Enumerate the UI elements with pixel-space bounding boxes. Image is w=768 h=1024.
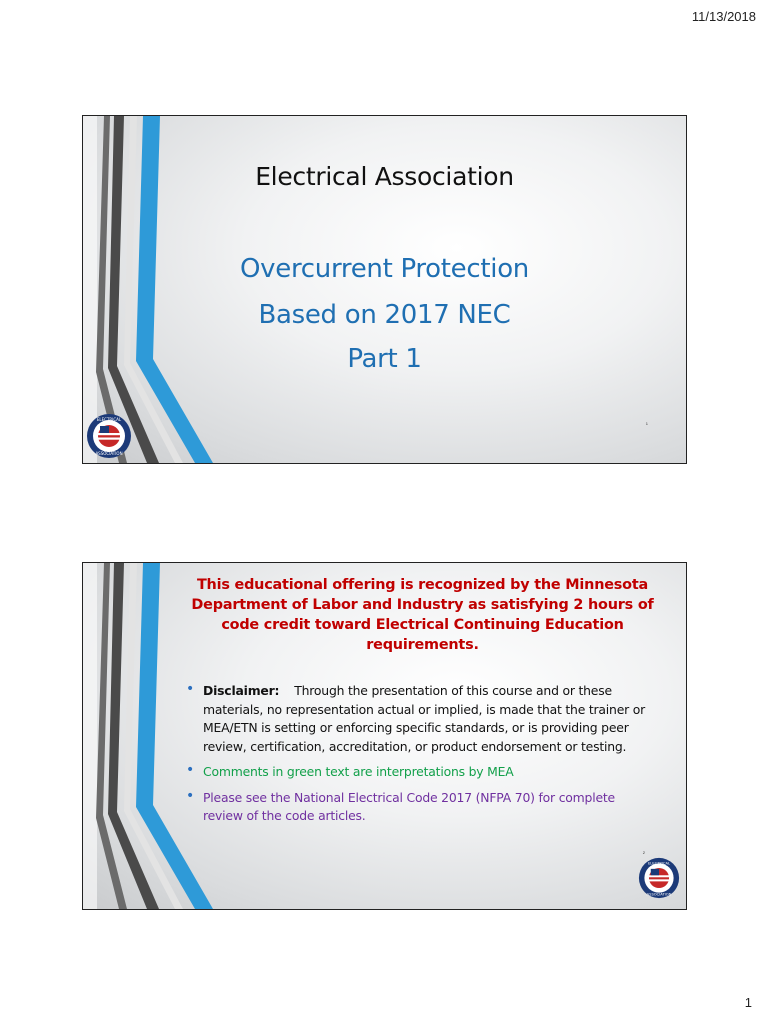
green-note-text: Comments in green text are interpretations by MEA [203, 764, 514, 779]
purple-note-text: Please see the National Electrical Code 2017 (NFPA 70) for complete review of the code articles. [203, 789, 615, 823]
list-item-green-note [186, 763, 656, 782]
bullet-list [186, 682, 656, 833]
electrical-association-seal-icon [86, 413, 132, 459]
slide-2 [82, 562, 687, 910]
bullet-icon: • [186, 787, 195, 804]
logo-text-bottom: ASSOCIATION [95, 451, 123, 456]
slide-title: Electrical Association [255, 162, 514, 191]
bullet-icon: • [186, 681, 195, 697]
slide-subtitle-line-1: Overcurrent Protection [240, 254, 529, 284]
electrical-association-seal-icon [638, 857, 680, 899]
slide-number: 1 [645, 421, 648, 426]
slide-number: 2 [642, 850, 645, 855]
slide-1 [82, 115, 687, 464]
slide-subtitle-line-2: Based on 2017 NEC [258, 300, 511, 330]
disclaimer-label: Disclaimer: [203, 683, 280, 698]
slide-subtitle-line-3: Part 1 [347, 344, 422, 374]
logo-text-bottom: ASSOCIATION [646, 892, 672, 897]
page-number: 1 [744, 995, 752, 1010]
list-item-purple-note [186, 789, 656, 826]
print-date: 11/13/2018 [691, 9, 756, 24]
list-item-disclaimer [186, 682, 656, 756]
disclaimer-text: Through the presentation of this course and or these materials, no representation actual or implied, is made that the trainer or MEA/ETN is setting or enforcing specific standards, or is providing peer review, certification, accreditation, or product endorsement or testing. [203, 683, 646, 754]
logo-text-top: ELECTRICAL [96, 417, 122, 422]
recognition-statement: This educational offering is recognized by the Minnesota Department of Labor and Industry as satisfying 2 hours of code credit toward Electrical Continuing Education requirements. [191, 577, 654, 653]
bullet-icon: • [186, 762, 195, 778]
logo-text-top: ELECTRICAL [647, 861, 671, 866]
